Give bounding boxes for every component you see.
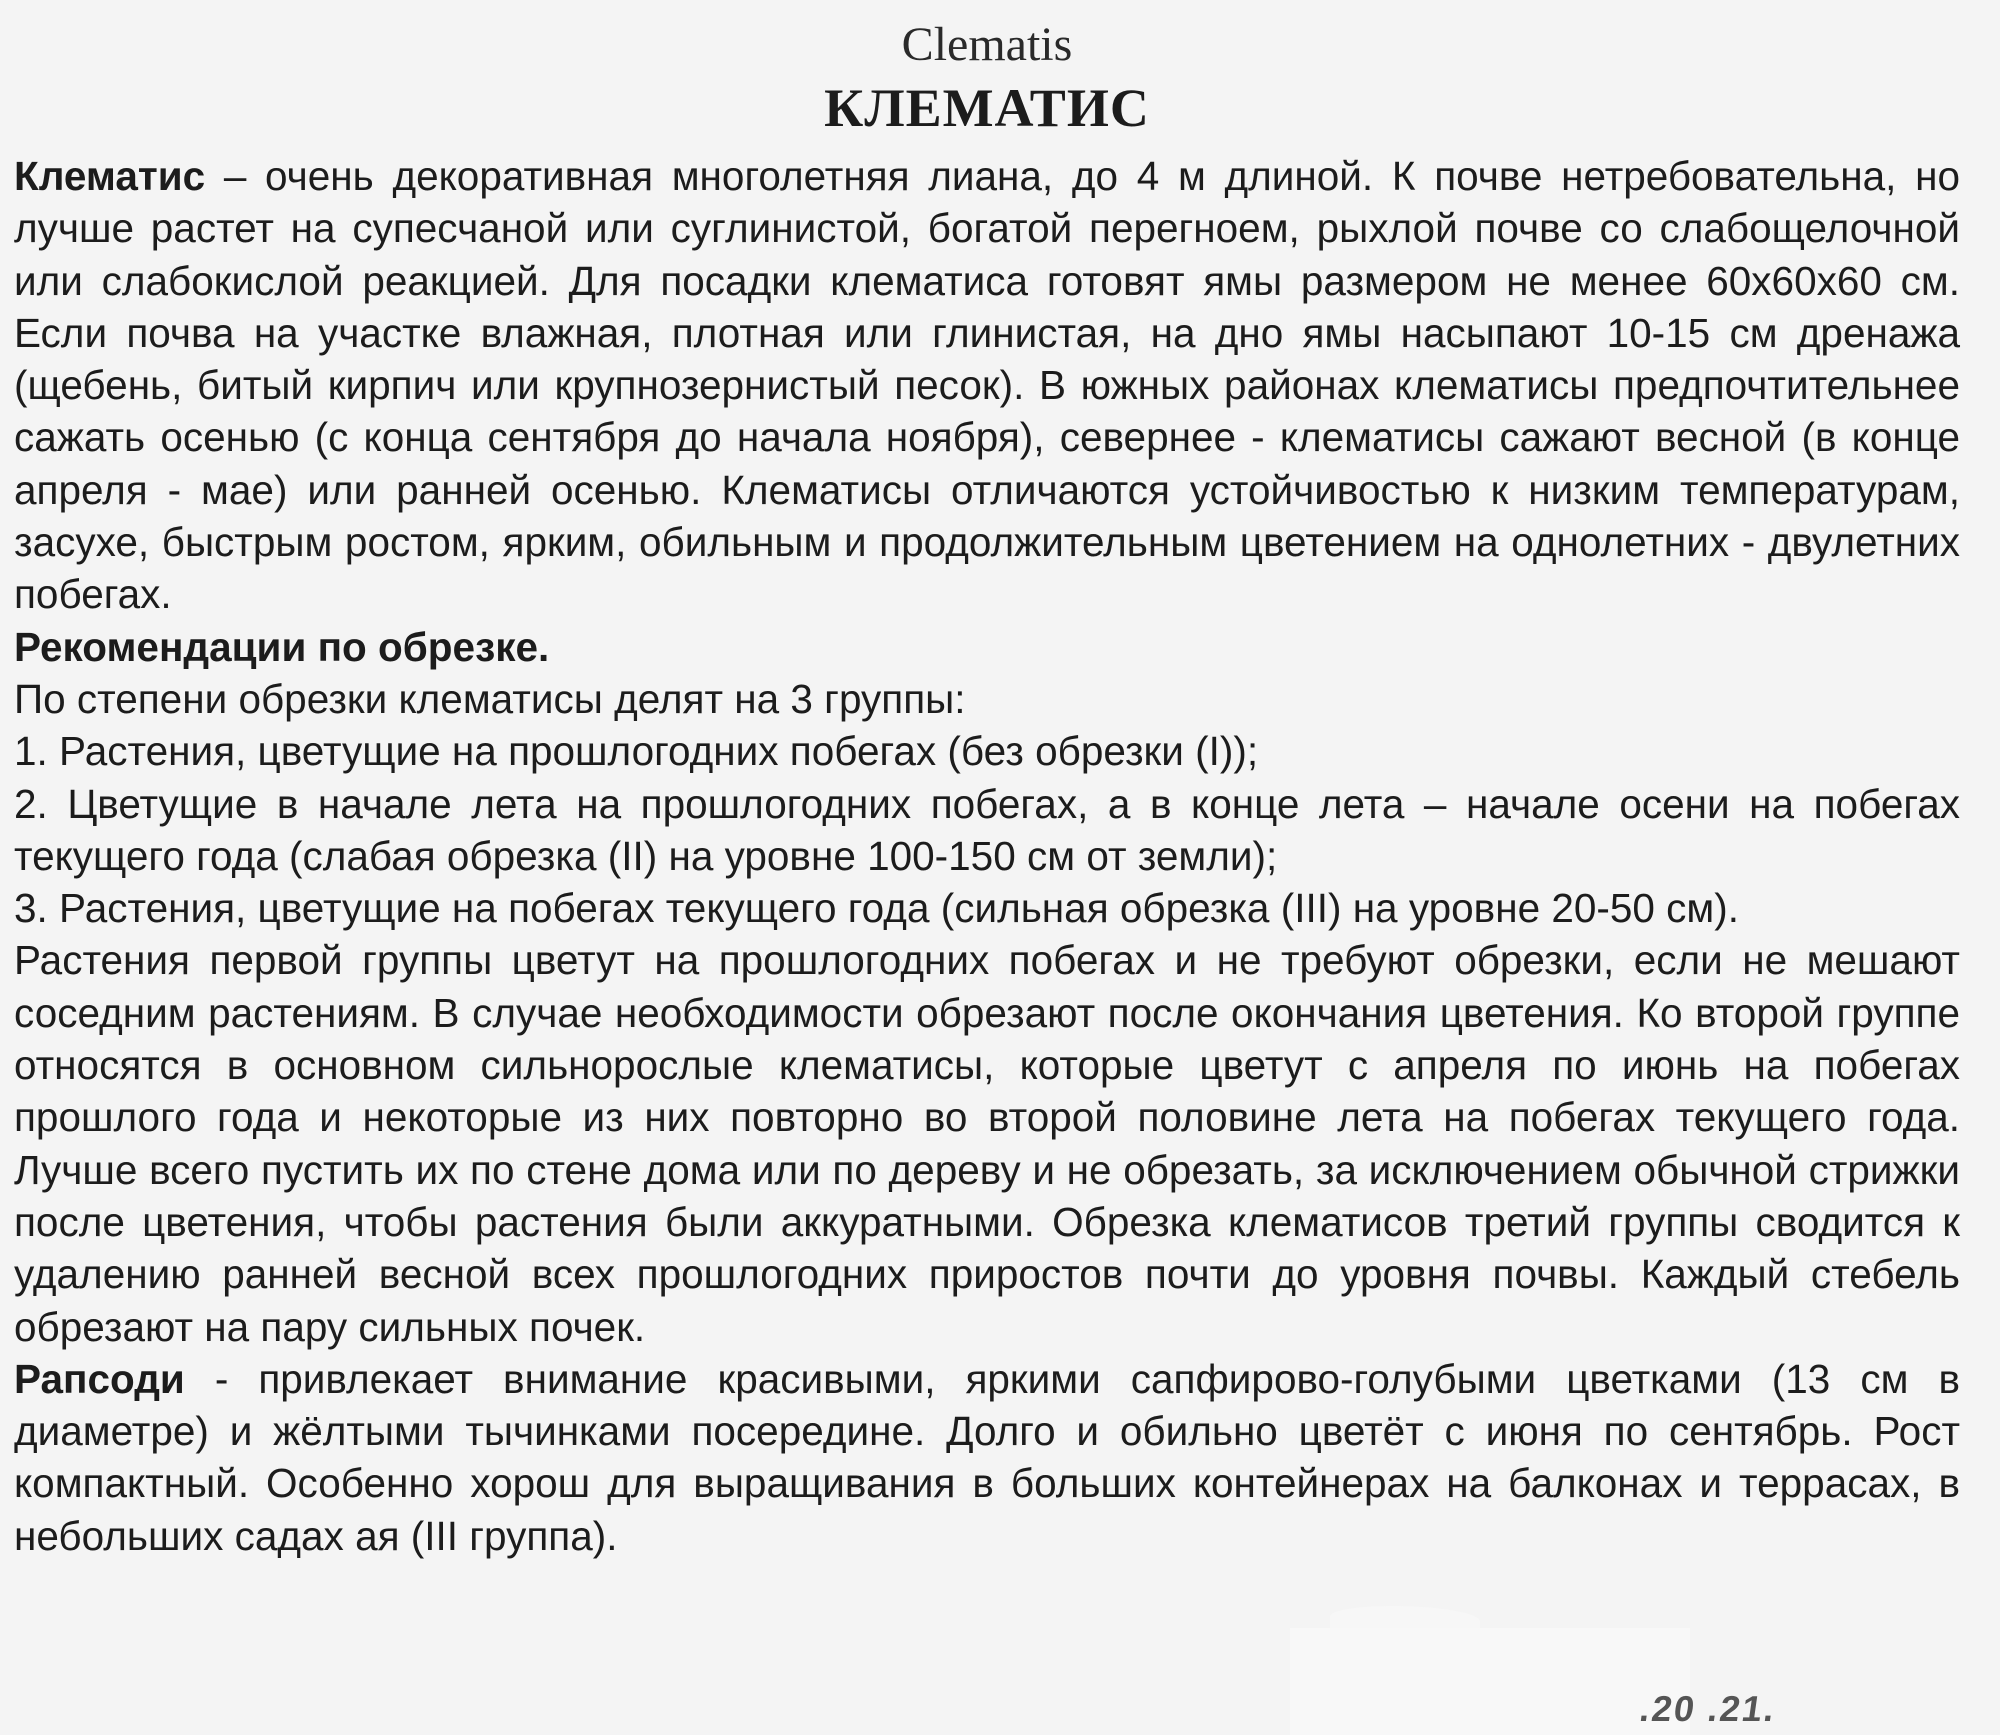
date-stamp: .20 .21. <box>1637 1688 1780 1729</box>
pruning-details: Растения первой группы цветут на прошлогодних побегах и не требуют обрезки, если не мешают соседним растениям. В случае необходимости обрезают после окончания цветения. Ко второй группе относятся в основном сильнорослые клематисы, которые цветут с апреля по июнь на побегах прошлого года и некоторые из них повторно во второй половине лета на побегах текущего года. Лучше всего пустить их по стене дома или по дереву и не обрезать, за исключением обычной стрижки после цветения, чтобы растения были аккуратными. Обрезка клематисов третий группы сводится к удалению ранней весной всех прошлогодних приростов почти до уровня почвы. Каждый стебель обрезают на пару сильных почек. <box>14 937 1960 1350</box>
description-body <box>14 150 1960 1562</box>
pruning-intro: По степени обрезки клематисы делят на 3 группы: <box>14 675 966 722</box>
seed-packet-back <box>14 0 1960 1735</box>
pruning-heading: Рекомендации по обрезке. <box>14 623 550 670</box>
intro-lead: Клематис <box>14 153 206 199</box>
russian-name-title: КЛЕМАТИС <box>824 78 1150 138</box>
latin-name-title: Clematis <box>901 18 1073 71</box>
variety-text-end: ая (III группа). <box>355 1512 618 1559</box>
pruning-group-3: 3. Растения, цветущие на побегах текущего года (сильная обрезка (III) на уровне 20-50 см). <box>14 885 1740 932</box>
intro-text: – очень декоративная многолетняя лиана, до 4 м длиной. К почве нетребовательна, но лучше растет на супесчаной или суглинистой, богатой перегноем, рыхлой почве со слабощелочной или слабокислой реакцией. Для посадки клематиса готовят ямы размером не менее 60х60х60 см. Если почва на участке влажная, плотная или глинистая, на дно ямы насыпают 10-15 см дренажа (щебень, битый кирпич или крупнозернистый песок). В южных районах клематисы предпочтительнее сажать осенью (с конца сентября до начала ноября), севернее - клематисы сажают весной (в конце апреля - мае) или ранней осенью. Клематисы отличаются устойчивостью к низким температурам, засухе, быстрым ростом, ярким, обильным и продолжительным цветением на однолетних - двулетних побегах. <box>14 153 1960 618</box>
pruning-group-1: 1. Растения, цветущие на прошлогодних побегах (без обрезки (I)); <box>14 728 1259 775</box>
variety-text: - привлекает внимание красивыми, яркими сапфирово-голубыми цветками (13 см в диаметре) и жёлтыми тычинками посередине. Долго и обильно цветёт с июня по сентябрь. Рост компактный. Особенно хорош для выращивания в больших контейнерах на балконах и террасах, в небольших садах <box>14 1355 1960 1559</box>
variety-name: Рапсоди <box>14 1355 185 1402</box>
variety-paragraph <box>14 1353 1960 1562</box>
scratched-area <box>1290 1628 1690 1735</box>
pruning-group-2: 2. Цветущие в начале лета на прошлогодних побегах, а в конце лета – начале осени на побегах текущего года (слабая обрезка (II) на уровне 100-150 см от земли); <box>14 780 1960 879</box>
intro-paragraph <box>14 150 1960 621</box>
